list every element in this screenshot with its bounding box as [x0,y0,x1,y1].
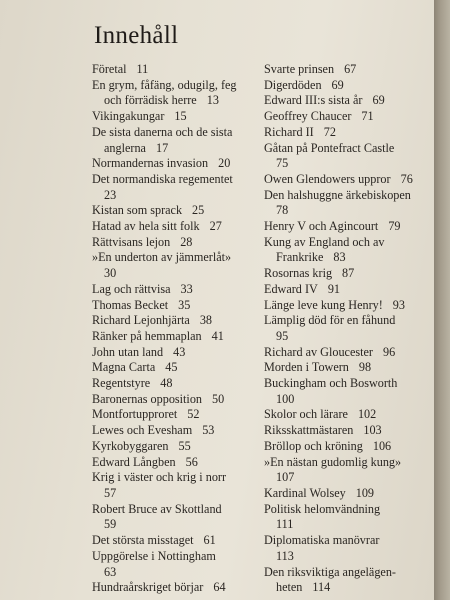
toc-page-number: 75 [276,156,289,171]
toc-page-number: 72 [323,124,336,139]
toc-entry [92,78,262,109]
toc-entry [92,580,262,596]
toc-entry [92,360,262,376]
toc-page-number: 45 [165,360,178,375]
toc-entry [264,298,434,314]
toc-page-number: 59 [104,517,117,532]
toc-entry [264,376,434,407]
toc-entry-title: Gåtan på Pontefract Castle [264,140,395,155]
page-edge [434,0,450,600]
toc-page-number: 23 [104,187,117,202]
toc-entry-title: Regentstyre [92,376,151,391]
toc-entry [92,235,262,251]
toc-page-number: 35 [178,297,191,312]
toc-page-number: 30 [104,266,117,281]
toc-entry [264,502,434,533]
toc-entry-title: Normandernas invasion [92,156,209,171]
toc-entry [92,250,262,281]
toc-page-number: 113 [276,548,294,563]
toc-entry [92,282,262,298]
toc-page-number: 43 [173,344,186,359]
toc-entry-title: »En nästan gudomlig kung» [264,454,402,469]
toc-page-number: 25 [192,203,205,218]
toc-entry-title: Hatad av hela sitt folk [92,219,200,234]
toc-entry [264,407,434,423]
toc-entry [264,439,434,455]
toc-page-number: 83 [333,250,346,265]
toc-page-number: 50 [212,391,225,406]
toc-page-number: 71 [361,109,374,124]
toc-column-right [264,62,434,596]
toc-entry-title: Kistan som sprack [92,203,183,218]
toc-entry-title: Rättvisans lejon [92,234,171,249]
toc-entry-title: Det normandiska regementet [92,171,233,186]
toc-entry-title: Lewes och Evesham [92,423,193,438]
toc-entry [264,282,434,298]
toc-entry-title: Den halshuggne ärkebiskopen [264,187,411,202]
toc-page-number: 106 [372,438,392,453]
toc-entry-title: Krig i väster och krig i norr [92,470,227,485]
toc-entry [264,78,434,94]
toc-entry [264,266,434,282]
toc-page-number: 76 [400,171,413,186]
toc-page-number: 111 [276,517,294,532]
toc-entry [264,235,434,266]
toc-entry-title: Kung av England och av [264,234,385,249]
toc-page-number: 87 [342,266,355,281]
toc-entry-title: Företal [92,62,127,76]
toc-entry-title: Rosornas krig [264,266,333,281]
toc-page-number: 103 [363,423,382,438]
toc-entry-title: Robert Bruce av Skottland [92,501,222,516]
toc-entry [92,156,262,172]
toc-page-number: 56 [185,454,198,469]
toc-entry [92,329,262,345]
toc-entry-title: Hundraårskriget börjar [92,580,204,595]
toc-entry-title: och förrädisk herre [104,93,197,108]
toc-entry-title: Politisk helomvändning [264,501,381,516]
toc-entry-title: Den riksviktiga angelägen- [264,564,396,579]
toc-entry [264,345,434,361]
toc-entry-title: Länge leve kung Henry! [264,297,383,312]
toc-page-number: 96 [382,344,396,359]
toc-entry-title: Magna Carta [92,360,156,375]
toc-entry [264,172,434,188]
toc-page-number: 61 [203,533,216,548]
toc-entry [92,125,262,156]
toc-entry-title: Ränker på hemmaplan [92,328,202,343]
toc-entry [92,470,262,501]
toc-entry-title: Owen Glendowers uppror [264,171,391,186]
toc-entry [264,486,434,502]
toc-entry-title: Edward Långben [92,454,176,469]
toc-page-number: 11 [136,62,149,76]
toc-entry-title: Kyrkobyggaren [92,438,169,453]
toc-entry [92,219,262,235]
toc-page-number: 20 [218,156,231,171]
page-title: Innehåll [94,22,179,49]
toc-entry [264,455,434,486]
toc-page-number: 55 [178,438,191,453]
toc-entry-title: Geoffrey Chaucer [264,109,352,124]
toc-entry [92,345,262,361]
toc-entry [92,203,262,219]
toc-entry-title: John utan land [92,344,164,359]
toc-entry-title: »En underton av jämmerlåt» [92,250,232,265]
toc-entry-title: Riksskattmästaren [264,423,354,438]
toc-page-number: 27 [209,219,222,234]
toc-entry-title: Richard II [264,124,314,139]
toc-entry [264,423,434,439]
toc-entry [264,360,434,376]
toc-page-number: 91 [327,281,340,296]
toc-page-number: 69 [331,77,344,92]
toc-entry [92,172,262,203]
toc-page-number: 64 [213,580,226,595]
toc-page-number: 38 [199,313,212,328]
toc-entry [92,298,262,314]
toc-entry-title: Richard Lejonhjärta [92,313,190,328]
toc-entry-title: Vikingakungar [92,109,165,124]
toc-entry [264,533,434,564]
toc-page-number: 102 [357,407,377,422]
toc-entry [92,533,262,549]
toc-page-number: 48 [160,376,173,391]
toc-page-number: 28 [180,234,193,249]
toc-entry-title: Uppgörelse i Nottingham [92,548,216,563]
toc-entry [92,62,262,78]
toc-entry [92,313,262,329]
toc-entry-title: anglerna [104,140,146,155]
toc-entry-title: De sista danerna och de sista [92,124,233,139]
toc-entry [92,109,262,125]
toc-entry-title: Edward IV [264,281,318,296]
toc-entry-title: Lämplig död för en fåhund [264,313,396,328]
toc-entry-title: Baronernas opposition [92,391,203,406]
toc-entry [92,423,262,439]
toc-page-number: 107 [276,470,295,485]
toc-page-number: 53 [202,423,215,438]
toc-page-number: 41 [211,328,224,343]
toc-page-number: 17 [155,140,169,155]
toc-page-number: 57 [104,485,117,500]
toc-entry [264,109,434,125]
toc-entry-title: En grym, fåfäng, odugilg, feg [92,77,237,92]
toc-entry-title: Henry V och Agincourt [264,219,379,234]
toc-page-number: 33 [180,281,193,296]
toc-entry [264,188,434,219]
toc-entry-title: Kardinal Wolsey [264,485,346,500]
toc-entry [92,502,262,533]
toc-entry-title: Edward III:s sista år [264,93,363,108]
toc-entry [92,376,262,392]
toc-entry-title: Diplomatiska manövrar [264,533,380,548]
toc-entry-title: Thomas Becket [92,297,169,312]
toc-page-number: 114 [312,580,331,595]
toc-entry [264,141,434,172]
toc-page-number: 63 [104,564,117,579]
toc-page-number: 98 [358,360,372,375]
toc-entry [264,62,434,78]
toc-entry [264,313,434,344]
toc-entry-title: Montfortupproret [92,407,178,422]
toc-page-number: 67 [344,62,357,76]
toc-entry [92,392,262,408]
toc-entry [264,565,434,596]
toc-entry [264,219,434,235]
toc-page-number: 93 [392,297,405,312]
toc-page-number: 109 [355,485,374,500]
toc-entry-title: Richard av Gloucester [264,344,373,359]
toc-column-left [92,62,262,596]
toc-entry [264,93,434,109]
toc-entry-title: Frankrike [276,250,324,265]
toc-entry [92,407,262,423]
toc-entry-title: Morden i Towern [264,360,349,375]
toc-entry [92,455,262,471]
toc-page-number: 79 [388,219,401,234]
toc-entry-title: Bröllop och kröning [264,438,363,453]
toc-page-number: 95 [276,328,289,343]
toc-entry-title: Lag och rättvisa [92,281,171,296]
toc-page-number: 78 [276,203,289,218]
toc-entry-title: Buckingham och Bosworth [264,376,398,391]
toc-entry [92,439,262,455]
toc-page-number: 52 [187,407,200,422]
toc-entry [92,549,262,580]
toc-entry-title: Det största misstaget [92,533,194,548]
toc-entry-title: Svarte prinsen [264,62,335,76]
toc-page-number: 69 [372,93,385,108]
toc-entry-title: heten [276,580,303,595]
toc-entry [264,125,434,141]
toc-entry-title: Skolor och lärare [264,407,348,422]
toc-page-number: 100 [276,391,295,406]
toc-page-number: 13 [206,93,219,108]
toc-page-number: 15 [174,109,187,124]
toc-entry-title: Digerdöden [264,77,322,92]
